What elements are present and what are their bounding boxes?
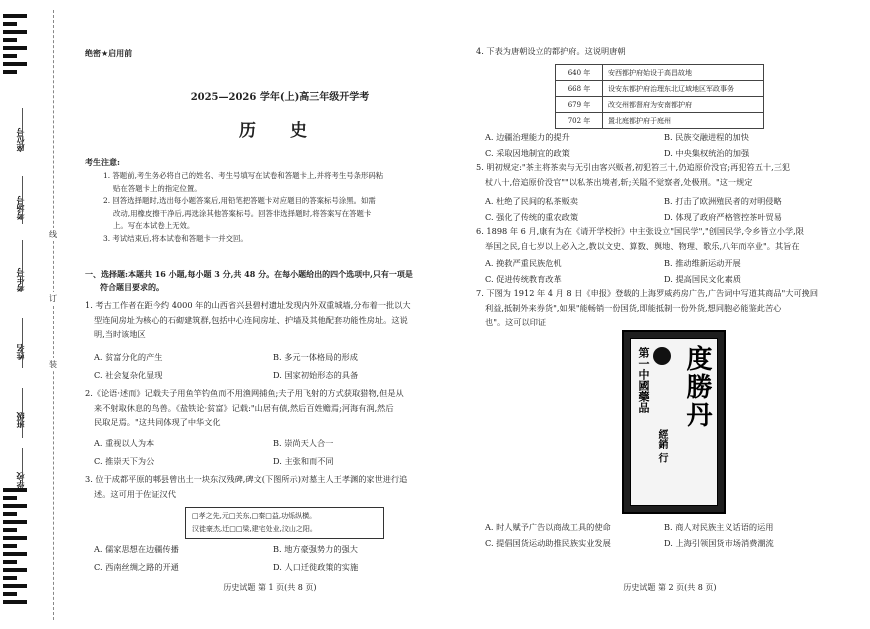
q4-option-c[interactable]: C. 采取因地制宜的政策: [485, 148, 570, 158]
school-line[interactable]: [22, 448, 23, 486]
q4-table: [555, 64, 764, 129]
q3-option-b[interactable]: B. 地方豪强势力的强大: [273, 544, 358, 554]
q3-line-2: 述。这可用于佐证汉代: [94, 488, 176, 499]
cut-word-xian: 线: [49, 230, 57, 239]
advertisement-image: [622, 330, 726, 514]
q5-option-b[interactable]: B. 打击了欧洲殖民者的对明侵略: [664, 196, 782, 206]
subject-title: 历 史: [239, 121, 321, 141]
seat-number-label: 座位号: [15, 128, 25, 152]
q4-table-wrap: [555, 64, 764, 129]
ad-side-text-2: 經銷 行: [656, 429, 667, 463]
q3-inscription-box: [185, 507, 384, 539]
q4-option-d[interactable]: D. 中央集权统治的加强: [664, 148, 750, 158]
name-label: 姓名: [15, 344, 25, 360]
q1-line-3: 明,当时该地区: [94, 329, 146, 339]
note-1b: 贴在答题卡上的指定位置。: [113, 183, 202, 193]
section-heading-2: 符合题目要求的。: [100, 282, 164, 292]
q7-line-1: 7. 下图为 1912 年 4 月 8 日《申报》登载的上海罗威药房广告,广告词中写道其商品"大可挽回: [476, 288, 819, 298]
q3-inscription-line-2: 汉徙豪杰,迁□□梁,建宅处业,汶山之阳。: [192, 525, 317, 533]
q3-option-d[interactable]: D. 人口迁徙政策的实施: [273, 562, 359, 572]
q7-option-d[interactable]: D. 上海引领国货市场消费潮流: [664, 538, 774, 548]
q7-line-3: 也"。这可以印证: [485, 317, 547, 327]
q5-option-a[interactable]: A. 杜绝了民间的私茶贩卖: [485, 196, 578, 206]
cut-word-ding: 订: [49, 294, 57, 303]
q2-option-b[interactable]: B. 崇尚天人合一: [273, 438, 334, 448]
q2-line-2: 来不射取休息的鸟兽。《盐铁论·贫富》记载:"山居有债,然后百姓赡焉;河海有润,然后: [94, 402, 394, 413]
q7-option-c[interactable]: C. 提倡国货运动助推民族实业发展: [485, 538, 611, 548]
table-year: 640 年: [556, 65, 603, 81]
notes-list: [103, 170, 443, 245]
ad-big-text: 度勝丹: [682, 345, 712, 429]
exam-room-line[interactable]: [22, 176, 23, 224]
question-4: 4. 下表为唐朝设立的都护府。这说明唐朝: [476, 46, 626, 56]
q2-option-c[interactable]: C. 推崇天下为公: [94, 456, 155, 466]
question-3: [85, 472, 445, 501]
q4-option-a[interactable]: A. 边疆治理能力的提升: [485, 132, 570, 142]
page-footer-1: 历史试题 第 1 页(共 8 页): [223, 583, 317, 592]
seat-number-line[interactable]: [22, 108, 23, 148]
q5-line-2: 杖八十,倍追原价没官""以私茶出境者,斩;关隘不觉察者,处极刑。"这一规定: [485, 176, 753, 187]
question-2: [85, 386, 445, 430]
candidate-number-label: 考生号: [15, 268, 25, 292]
q2-line-1: 2.《论语·述而》记载夫子用鱼竿钓鱼而不用渔网捕鱼;夫子用飞射的方式获取猎物,但是从: [85, 388, 404, 398]
q1-line-2: 型连间房址为核心的石砌建筑群,包括中心连间房址、护墙及其他配套功能性房址。这说: [94, 314, 408, 325]
q7-option-b[interactable]: B. 商人对民族主义话语的运用: [664, 522, 774, 532]
q6-option-b[interactable]: B. 推动维新运动开展: [664, 258, 741, 268]
table-year: 702 年: [556, 113, 603, 129]
q2-option-a[interactable]: A. 重视以人为本: [94, 438, 155, 448]
q3-option-a[interactable]: A. 儒家思想在边疆传播: [94, 544, 179, 554]
table-event: 置北庭都护府于庭州: [603, 113, 764, 129]
table-year: 679 年: [556, 97, 603, 113]
note-2c: 上。写在本试卷上无效。: [113, 221, 195, 230]
q6-line-1: 6. 1898 年 6 月,康有为在《请开学校折》中主张设立"国民学","创国民学,令乡皆立小学,限: [476, 226, 804, 236]
table-row: [556, 65, 764, 81]
q1-option-a[interactable]: A. 贫富分化的产生: [94, 352, 163, 362]
q1-option-b[interactable]: B. 多元一体格局的形成: [273, 352, 358, 362]
name-line[interactable]: [22, 318, 23, 368]
exam-title: 2025—2026 学年(上)高三年级开学考: [190, 92, 370, 103]
ad-seal-icon: [653, 347, 671, 365]
school-label: 学校: [15, 472, 25, 488]
question-7: [476, 286, 841, 330]
table-row: [556, 97, 764, 113]
note-1a: 1. 答题前,考生务必将自己的姓名、考生号填写在试卷和答题卡上,并将考生号条形码粘: [103, 171, 384, 180]
class-label: 班级: [15, 412, 25, 428]
ad-side-text: 第一中國藥品: [637, 347, 650, 413]
class-line[interactable]: [22, 388, 23, 438]
q7-line-2: 利益,抵制外来券货",如果"能畅销一份国货,即能抵制一份外货,想同胞必能鉴此苦心: [485, 302, 782, 313]
q2-option-d[interactable]: D. 主张和而不同: [273, 456, 334, 466]
table-row: [556, 81, 764, 97]
q6-line-2: 举国之民,自七岁以上必入之,教以文史、算数、舆地、物理、歌乐,八年而卒业"。其旨在: [485, 240, 800, 251]
page-footer-2: 历史试题 第 2 页(共 8 页): [623, 583, 717, 592]
note-3: 3. 考试结束后,将本试卷和答题卡一并交回。: [103, 233, 248, 243]
q3-inscription-line-1: □孝之先,元□关东,□秦□益,功烁纵横。: [192, 512, 317, 520]
table-year: 668 年: [556, 81, 603, 97]
q2-line-3: 民取足焉。"这共同体现了中华文化: [94, 417, 221, 427]
q6-option-a[interactable]: A. 挽救严重民族危机: [485, 258, 562, 268]
q1-line-1: 1. 考古工作者在距今约 4000 年的山西省兴县碧村遗址发现内外双重城墙,分布着一批以大: [85, 300, 411, 310]
secret-mark: 绝密★启用前: [85, 49, 133, 58]
notes-title: 考生注意:: [85, 157, 120, 167]
cut-word-zhuang: 装: [49, 360, 57, 369]
note-2b: 改动,用橡皮擦干净后,再选涂其他答案标号。回答非选择题时,将答案写在答题卡: [113, 208, 372, 218]
q4-option-b[interactable]: B. 民族交融进程的加快: [664, 132, 749, 142]
q1-option-c[interactable]: C. 社会复杂化显现: [94, 370, 163, 380]
q5-option-c[interactable]: C. 强化了传统的重农政策: [485, 212, 579, 222]
table-row: [556, 113, 764, 129]
question-5: [476, 160, 841, 189]
q3-line-1: 3. 位于成都平原的郫县曾出土一块东汉残碑,碑文(下图所示)对墓主人王孝渊的家世进行追: [85, 474, 408, 484]
q6-option-d[interactable]: D. 提高国民文化素质: [664, 274, 741, 284]
table-event: 安西都护府始设于高昌故地: [603, 65, 764, 81]
q7-option-a[interactable]: A. 时人赋予广告以商战工具的使命: [485, 522, 611, 532]
q5-line-1: 5. 明初规定:"茶主将茶卖与无引由客兴贩者,初犯笞三十,仍追原价没官;再犯笞五十,三犯: [476, 162, 791, 172]
question-6: [476, 224, 841, 253]
table-event: 设安东都护府治理东北辽域地区军政事务: [603, 81, 764, 97]
candidate-number-line[interactable]: [22, 240, 23, 290]
q3-option-c[interactable]: C. 西南丝绸之路的开通: [94, 562, 179, 572]
exam-room-label: 考场号: [15, 196, 25, 220]
binding-cut-line: [53, 10, 54, 620]
section-heading: 一、选择题:本题共 16 小题,每小题 3 分,共 48 分。在每小题给出的四个选项中,只有一项是: [85, 269, 413, 279]
q1-option-d[interactable]: D. 国家初始形态的具备: [273, 370, 359, 380]
note-2a: 2. 回答选择题时,选出每小题答案后,用铅笔把答题卡对应题目的答案标号涂黑。如需: [103, 196, 376, 205]
table-event: 改交州都督府为安南都护府: [603, 97, 764, 113]
binding-barcode-strip: [0, 0, 30, 629]
q5-option-d[interactable]: D. 体现了政府严格管控茶叶贸易: [664, 212, 782, 222]
q6-option-c[interactable]: C. 促进传统教育改革: [485, 274, 562, 284]
question-1: [85, 298, 445, 342]
